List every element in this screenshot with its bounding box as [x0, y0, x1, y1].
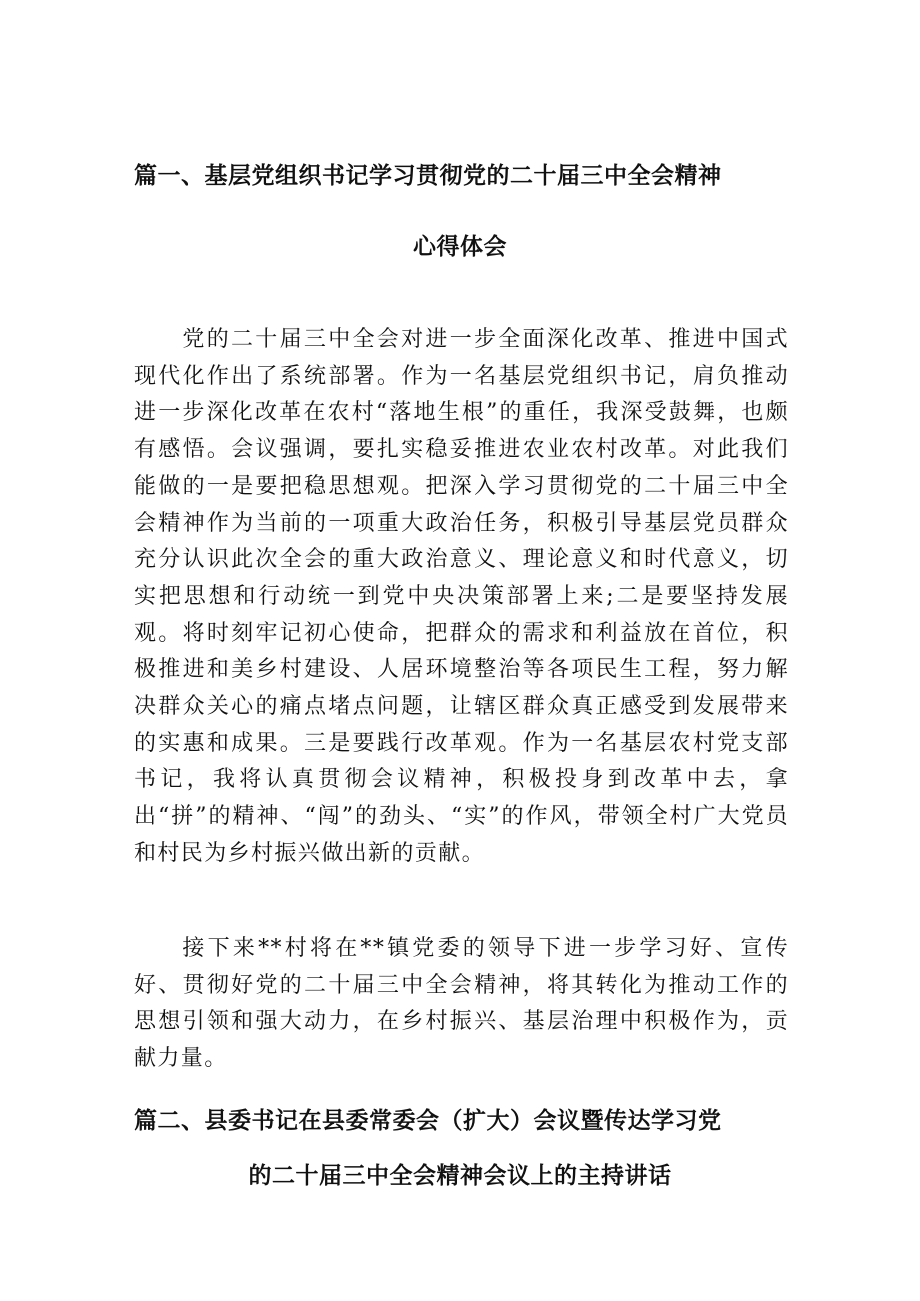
section2-title-line1: 篇二、县委书记在县委常委会（扩大）会议暨传达学习党 — [134, 1108, 722, 1134]
section1-paragraph-2 — [134, 931, 789, 1078]
paragraph-text: 党的二十届三中全会对进一步全面深化改革、推进中国式现代化作出了系统部署。作为一名基层党组织书记，肩负推动进一步深化改革在农村“落地生根”的重任，我深受鼓舞，也颇有感悟。会议强调，要扎实稳妥推进农业农村改革。对此我们能做的一是要把稳思想观。把深入学习贯彻党的二十届三中全会精神作为当前的一项重大政治任务，积极引导基层党员群众充分认识此次全会的重大政治意义、理论意义和时代意义，切实把思想和行动统一到党中央决策部署上来;二是要坚持发展观。将时刻牢记初心使命，把群众的需求和利益放在首位，积极推进和美乡村建设、人居环境整治等各项民生工程，努力解决群众关心的痛点堵点问题，让辖区群众真正感受到发展带来的实惠和成果。三是要践行改革观。作为一名基层农村党支部书记，我将认真贯彻会议精神，积极投身到改革中去，拿出“拼”的精神、“闯”的劲头、“实”的作风，带领全村广大党员和村民为乡村振兴做出新的贡献。 — [134, 327, 789, 866]
paragraph-text: 接下来**村将在**镇党委的领导下进一步学习好、宣传好、贯彻好党的二十届三中全会精神，将其转化为推动工作的思想引领和强大动力，在乡村振兴、基层治理中积极作为，贡献力量。 — [134, 936, 789, 1072]
section1-title-line1: 篇一、基层党组织书记学习贯彻党的二十届三中全会精神 — [134, 163, 722, 189]
section1-title-line2: 心得体会 — [413, 234, 507, 260]
section2-title-line2: 的二十届三中全会精神会议上的主持讲话 — [248, 1163, 672, 1189]
section1-paragraph-1 — [134, 322, 789, 873]
